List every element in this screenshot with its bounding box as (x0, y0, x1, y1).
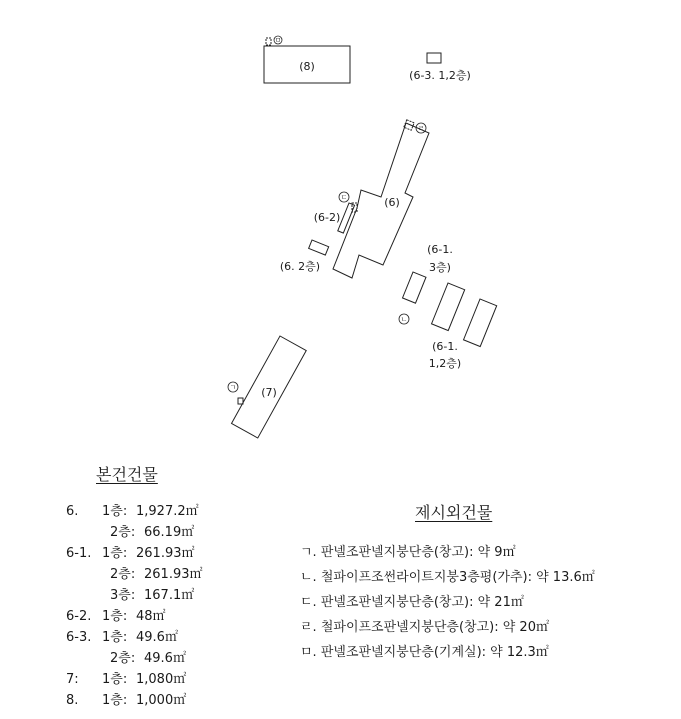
main-building-area: 48㎡ (136, 609, 166, 624)
marker-ㄷ: ㄷ (340, 193, 348, 202)
main-buildings-title: 본건건물 (96, 465, 158, 484)
main-building-area: 49.6㎡ (136, 630, 178, 645)
building-6-1-a-outline (432, 283, 465, 331)
main-building-no: 7: (66, 672, 79, 687)
marker-ㄹ: ㄹ (417, 124, 425, 133)
main-building-area: 261.93㎡ (136, 546, 195, 561)
main-building-row (66, 564, 286, 585)
main-building-no: 6-3. (66, 630, 92, 645)
label-building-7: (7) (261, 386, 277, 399)
main-building-row (66, 690, 286, 711)
main-building-floor: 1층: (102, 504, 128, 519)
marker-ㄴ: ㄴ (400, 315, 408, 324)
main-building-row (66, 543, 286, 564)
main-buildings-list (66, 501, 286, 711)
main-building-area: 1,927.2㎡ (136, 504, 199, 519)
main-building-row (66, 669, 286, 690)
main-building-row (66, 606, 286, 627)
main-building-floor: 2층: (110, 651, 136, 666)
main-building-row (66, 648, 286, 669)
main-building-no: 6-1. (66, 546, 92, 561)
label-building-6-3: (6-3. 1,2층) (409, 69, 471, 82)
attach-8 (266, 38, 271, 45)
excluded-buildings-list (300, 540, 595, 665)
main-building-floor: 2층: (110, 567, 136, 582)
label-building-6-2: (6-2) (313, 211, 341, 224)
main-building-row (66, 501, 286, 522)
main-building-floor: 3층: (110, 588, 136, 603)
main-building-floor: 1층: (102, 693, 128, 708)
label-building-6-1-3f-line1: (6-1. (427, 243, 453, 256)
main-building-floor: 1층: (102, 546, 128, 561)
main-building-floor: 1층: (102, 630, 128, 645)
main-building-area: 49.6㎡ (144, 651, 186, 666)
main-building-area: 261.93㎡ (144, 567, 203, 582)
excluded-building-item: ㄴ. 철파이프조썬라이트지붕3층평(가추): 약 13.6㎡ (300, 570, 595, 585)
excluded-buildings-title: 제시외건물 (415, 503, 493, 522)
main-building-row (66, 522, 286, 543)
main-building-floor: 1층: (102, 609, 128, 624)
main-building-row (66, 627, 286, 648)
excluded-building-item: ㄱ. 판넬조판넬지붕단층(창고): 약 9㎡ (300, 545, 516, 560)
excluded-building-item: ㄹ. 철파이프조판넬지붕단층(창고): 약 20㎡ (300, 620, 549, 635)
building-6-3-outline (427, 53, 441, 63)
marker-ㅁ: ㅁ (274, 36, 282, 45)
main-building-area: 1,000㎡ (136, 693, 187, 708)
building-6-1-3f-outline (403, 272, 426, 303)
label-building-6-1-12f-line2: 1,2층) (428, 357, 462, 370)
building-6-1-b-outline (464, 299, 497, 347)
main-building-area: 1,080㎡ (136, 672, 187, 687)
label-building-6-2f: (6. 2층) (279, 260, 321, 273)
marker-ㄱ: ㄱ (229, 383, 237, 392)
label-building-6: (6) (384, 196, 400, 209)
main-building-area: 66.19㎡ (144, 525, 195, 540)
label-building-6-1-12f-line1: (6-1. (432, 340, 458, 353)
main-building-row (66, 585, 286, 606)
label-building-8: (8) (299, 60, 315, 73)
building-6-2-outline (338, 203, 355, 233)
main-building-floor: 1층: (102, 672, 128, 687)
main-building-area: 167.1㎡ (144, 588, 195, 603)
building-6-2f-outline (309, 240, 329, 255)
excluded-building-item: ㄷ. 판넬조판넬지붕단층(창고): 약 21㎡ (300, 595, 524, 610)
main-building-no: 6. (66, 504, 79, 519)
label-building-6-1-3f-line2: 3층) (429, 261, 451, 274)
main-building-no: 6-2. (66, 609, 92, 624)
main-building-floor: 2층: (110, 525, 136, 540)
excluded-building-item: ㅁ. 판넬조판넬지붕단층(기계실): 약 12.3㎡ (300, 645, 549, 660)
main-building-no: 8. (66, 693, 79, 708)
